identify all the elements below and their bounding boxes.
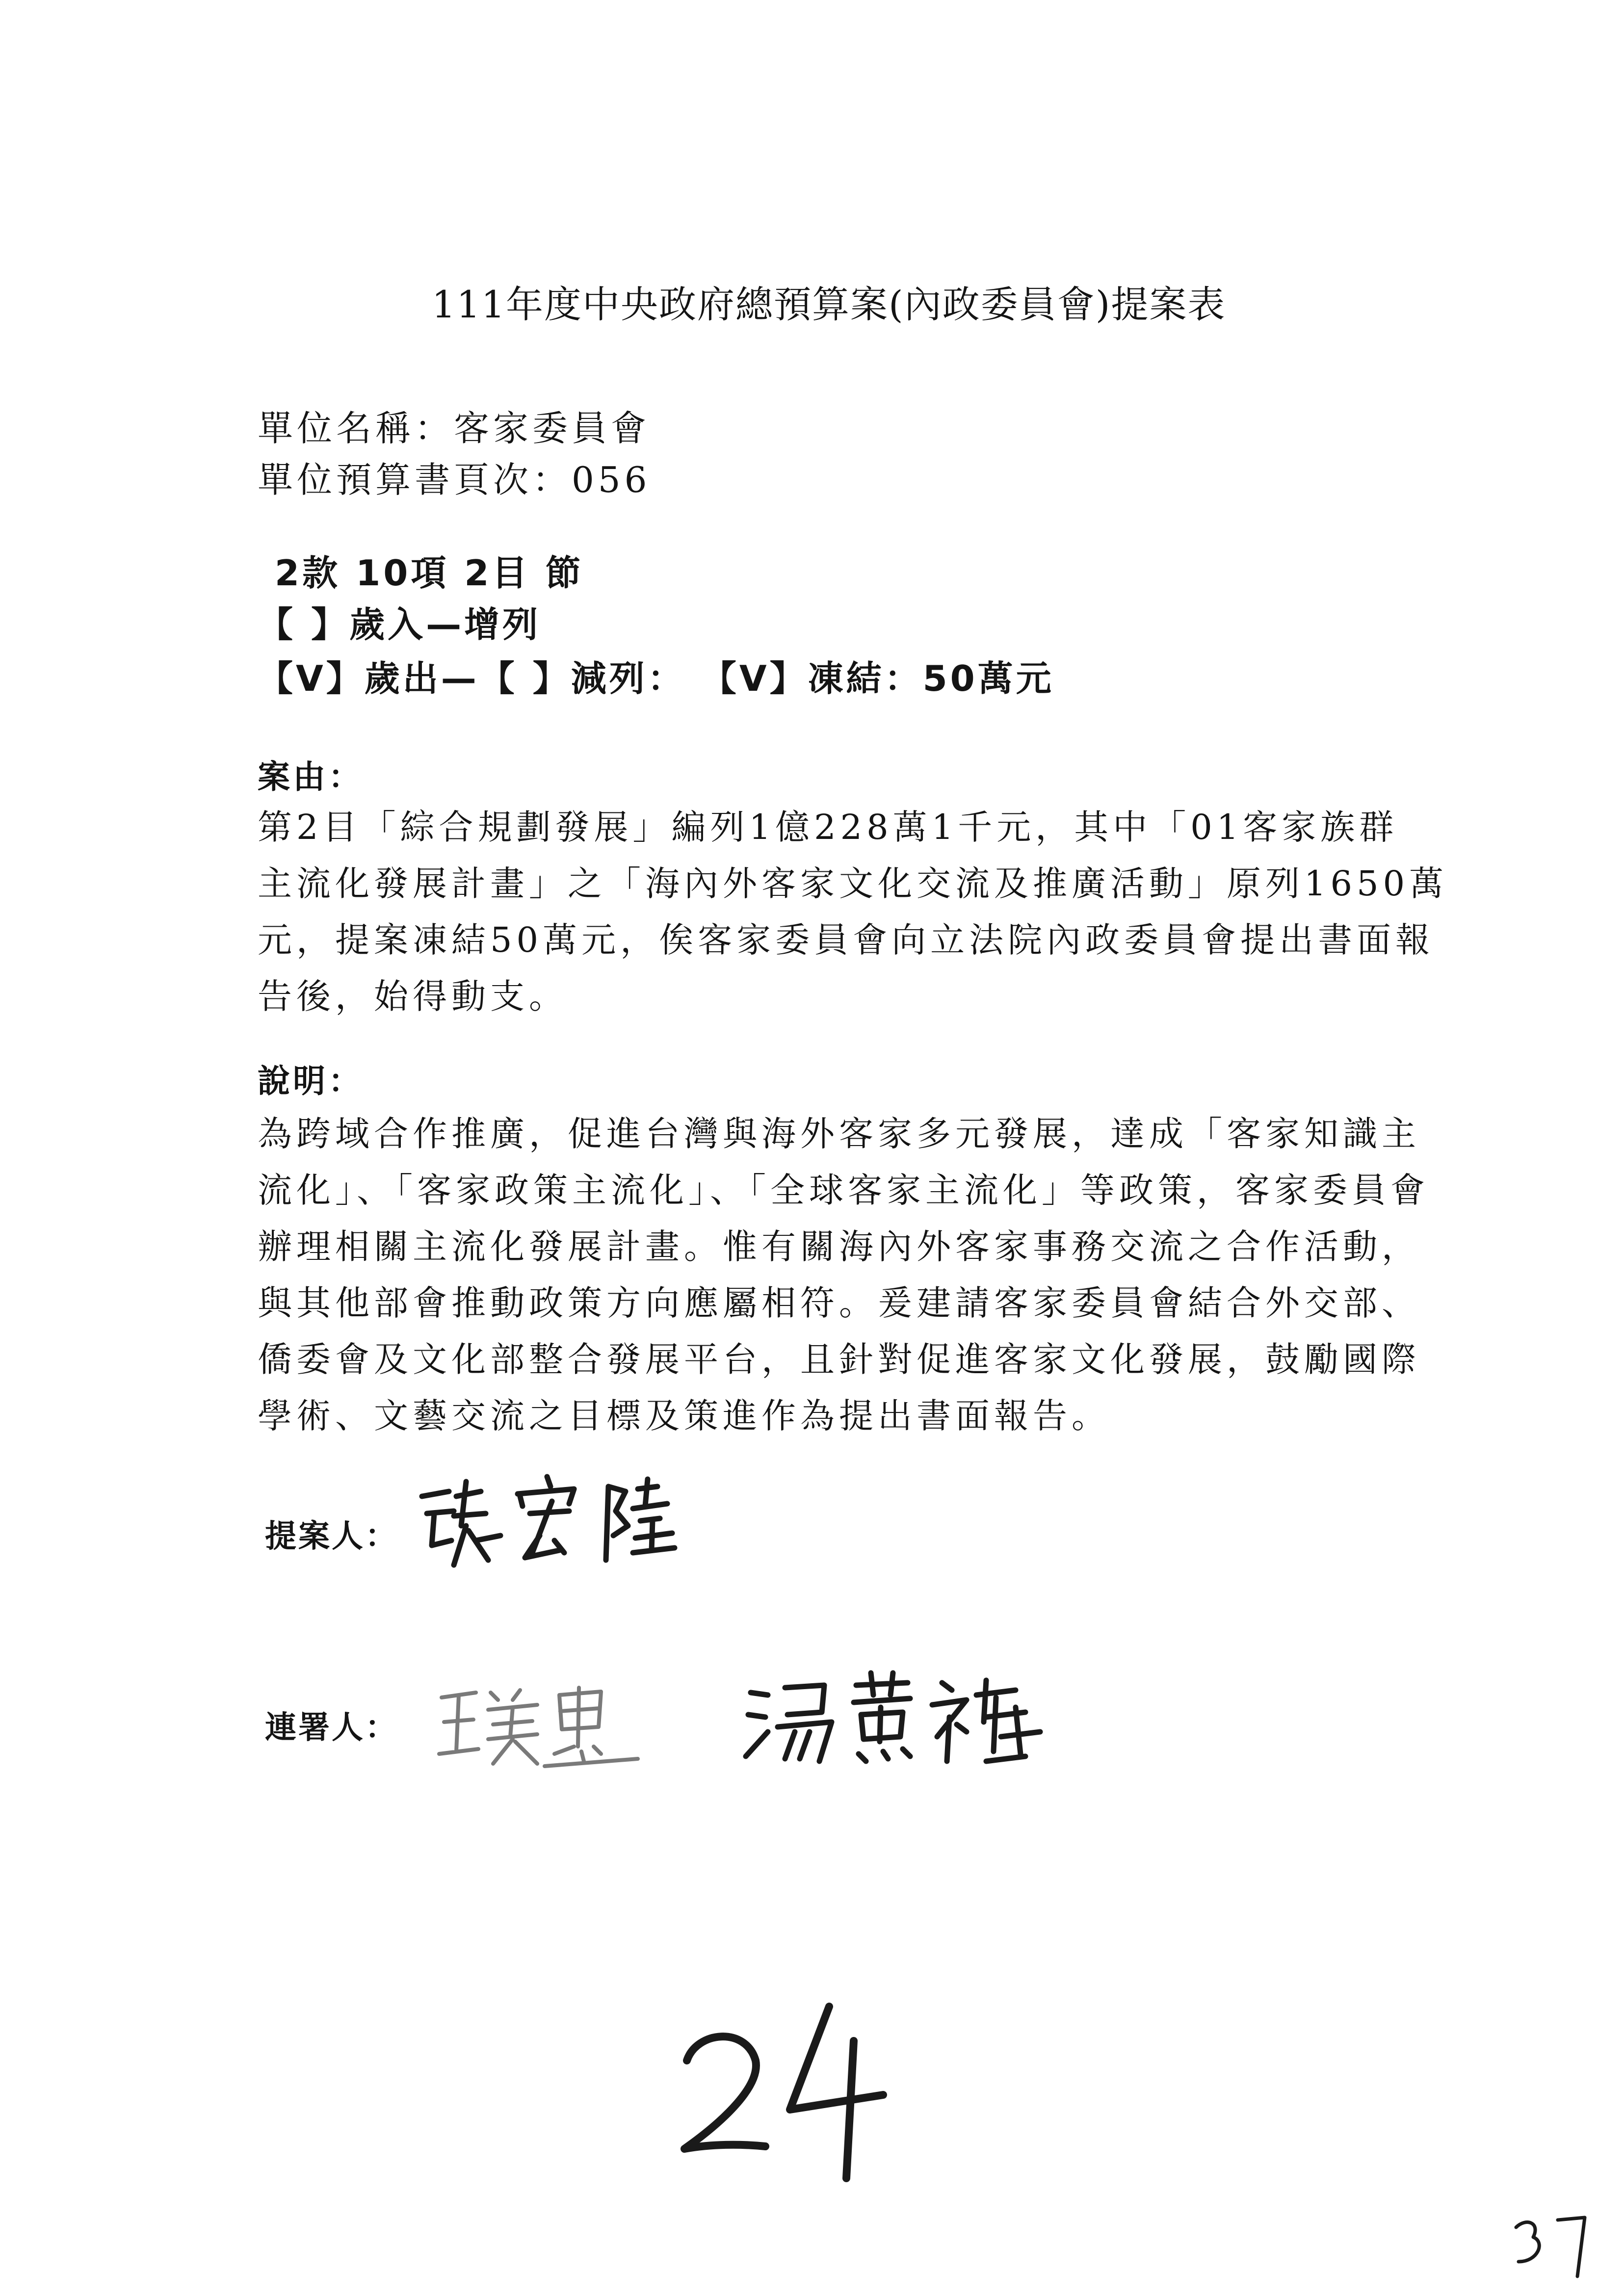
proposer-signature [407, 1467, 682, 1580]
expenditure-freeze-option: 【V】歲出—【 】減列： 【V】凍結：50萬元 [258, 658, 1054, 699]
reason-heading: 案由： [258, 758, 364, 796]
reason-line: 第2目「綜合規劃發展」編列1億228萬1千元，其中「01客家族群 [258, 807, 1398, 847]
unit-name: 單位名稱：客家委員會 [258, 408, 651, 449]
explanation-line: 為跨域合作推廣，促進台灣與海外客家多元發展，達成「客家知識主 [258, 1114, 1420, 1154]
reason-line: 主流化發展計畫」之「海內外客家文化交流及推廣活動」原列1650萬 [258, 863, 1448, 904]
unit-budget-page: 單位預算書頁次：056 [258, 459, 651, 500]
explanation-line: 學術、文藝交流之目標及策進作為提出書面報告。 [258, 1396, 1110, 1436]
cosigner-signature-tang [741, 1663, 1065, 1776]
explanation-line: 辦理相關主流化發展計畫。惟有關海內外客家事務交流之合作活動， [258, 1226, 1420, 1267]
explanation-line: 流化」、「客家政策主流化」、「全球客家主流化」等政策，客家委員會 [258, 1170, 1429, 1210]
explanation-line: 僑委會及文化部整合發展平台，且針對促進客家文化發展，鼓勵國際 [258, 1339, 1420, 1380]
revenue-increase-option: 【 】歲入—增列 [258, 604, 541, 645]
document-title: 111年度中央政府總預算案(內政委員會)提案表 [432, 283, 1226, 326]
budget-item-code: 2款 10項 2目 節 [275, 552, 584, 594]
explanation-line: 與其他部會推動政策方向應屬相符。爰建請客家委員會結合外交部、 [258, 1283, 1420, 1323]
cosigner-signature-wang [432, 1673, 707, 1781]
explanation-heading: 說明： [258, 1062, 364, 1100]
cosigners-label: 連署人： [265, 1710, 398, 1746]
handwritten-number [667, 1987, 898, 2183]
reason-line: 告後，始得動支。 [258, 976, 568, 1017]
proposer-label: 提案人： [265, 1518, 398, 1555]
page-number-handwritten [1511, 2208, 1599, 2281]
reason-line: 元，提案凍結50萬元，俟客家委員會向立法院內政委員會提出書面報 [258, 920, 1435, 960]
